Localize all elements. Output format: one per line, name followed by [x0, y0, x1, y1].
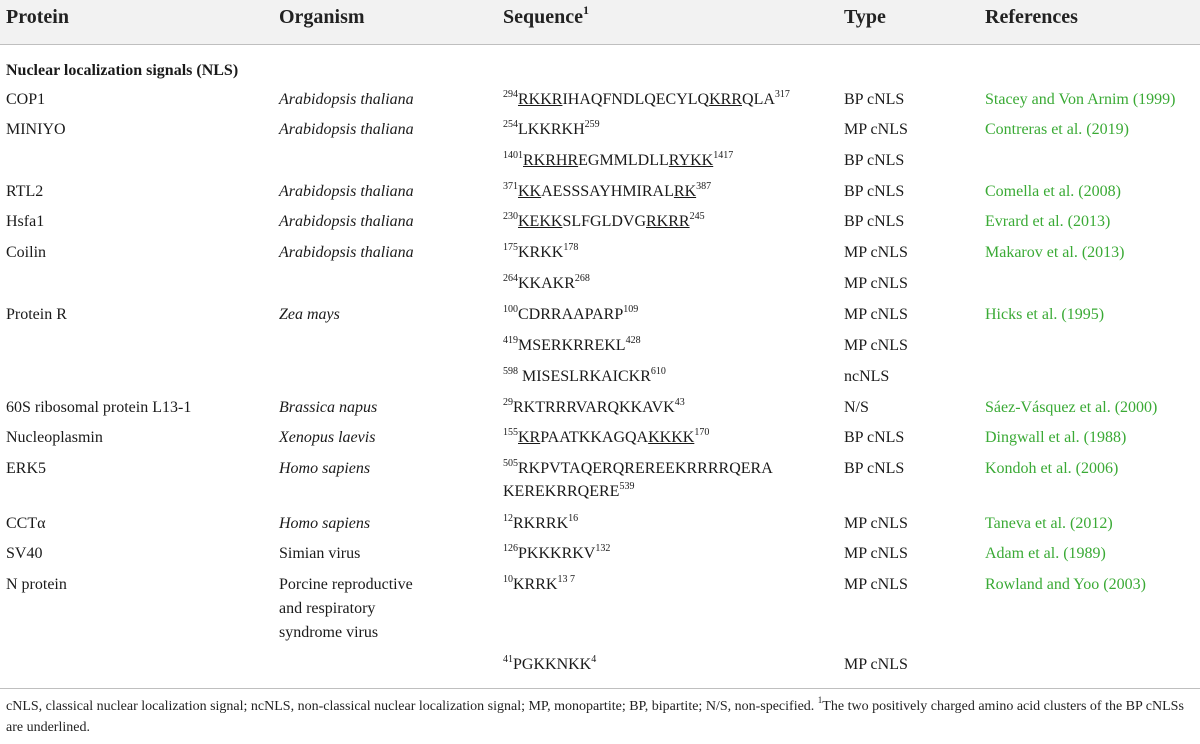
sequence-end: 13 7 — [557, 573, 575, 585]
reference-link[interactable]: Sáez-Vásquez et al. (2000) — [985, 399, 1158, 416]
protein-name: CCTα — [6, 515, 46, 532]
sequence-residues: MSERKRREKL — [518, 337, 626, 354]
sequence-end: 170 — [694, 426, 710, 438]
sequence-end: 268 — [574, 272, 590, 284]
nls-type: BP cNLS — [844, 460, 905, 477]
organism-name: Zea mays — [279, 306, 340, 323]
sequence-end: 610 — [650, 365, 666, 377]
sequence-start: 100 — [503, 303, 518, 315]
sequence-cluster: RKRR — [646, 213, 690, 230]
sequence — [503, 88, 790, 112]
sequence-residues: KKAKR — [518, 275, 575, 292]
reference-link[interactable]: Contreras et al. (2019) — [985, 121, 1129, 138]
protein-name: Nucleoplasmin — [6, 429, 103, 446]
sequence-cluster: KR — [518, 429, 541, 446]
sequence-end: 259 — [584, 118, 600, 130]
sequence — [503, 426, 709, 450]
reference-link[interactable]: Adam et al. (1989) — [985, 545, 1106, 562]
nls-type: MP cNLS — [844, 244, 908, 261]
nls-type: MP cNLS — [844, 121, 908, 138]
sequence — [503, 457, 773, 481]
nls-type: MP cNLS — [844, 337, 908, 354]
organism-name: Homo sapiens — [279, 460, 371, 477]
nls-type: ncNLS — [844, 368, 890, 385]
nls-type: BP cNLS — [844, 91, 905, 108]
protein-name: Hsfa1 — [6, 213, 45, 230]
sequence — [503, 241, 578, 265]
sequence-residues: RKPVTAQERQREREEKRRRRQERA — [518, 460, 773, 477]
sequence — [503, 210, 705, 234]
sequence-residues: MISESLRKAICKR — [518, 368, 651, 385]
sequence-start: 12 — [503, 512, 513, 524]
organism-name: Arabidopsis thaliana — [279, 213, 414, 230]
sequence — [503, 303, 638, 327]
sequence-start: 598 — [503, 365, 518, 377]
header-type: Type — [844, 6, 886, 28]
sequence-end: 4 — [591, 653, 597, 665]
nls-type: MP cNLS — [844, 515, 908, 532]
sequence — [503, 573, 575, 597]
sequence-residues: PGKKNKK — [513, 656, 592, 673]
nls-type: MP cNLS — [844, 656, 908, 673]
sequence-end: 245 — [689, 210, 705, 222]
sequence-residues: KRKK — [518, 244, 564, 261]
organism-name: Arabidopsis thaliana — [279, 121, 414, 138]
nls-type: BP cNLS — [844, 213, 905, 230]
sequence-end: 43 — [674, 396, 685, 408]
header-sequence — [503, 3, 589, 29]
organism-name: Simian virus — [279, 545, 361, 562]
sequence-start: 29 — [503, 396, 513, 408]
sequence-start: 126 — [503, 542, 518, 554]
footnote-mark: 1 — [817, 695, 823, 706]
sequence-start: 175 — [503, 241, 518, 253]
organism-name: Xenopus laevis — [279, 429, 376, 446]
sequence-start: 371 — [503, 180, 518, 192]
sequence-start: 1401 — [503, 149, 523, 161]
sequence — [503, 180, 711, 204]
protein-name: SV40 — [6, 545, 43, 562]
reference-link[interactable]: Kondoh et al. (2006) — [985, 460, 1119, 477]
nls-type: MP cNLS — [844, 576, 908, 593]
nls-type: MP cNLS — [844, 545, 908, 562]
reference-link[interactable]: Taneva et al. (2012) — [985, 515, 1113, 532]
sequence-start: 230 — [503, 210, 518, 222]
header-protein: Protein — [6, 6, 69, 28]
reference-link[interactable]: Rowland and Yoo (2003) — [985, 576, 1146, 593]
protein-name: RTL2 — [6, 183, 44, 200]
header-organism: Organism — [279, 6, 365, 28]
organism-name-continued: and respiratory — [279, 600, 376, 617]
sequence-residues: CDRRAAPARP — [518, 306, 624, 323]
sequence-continued — [503, 480, 634, 504]
sequence-start: 10 — [503, 573, 513, 585]
sequence-start: 254 — [503, 118, 518, 130]
header-sequence-footnote-mark: 1 — [583, 3, 589, 18]
reference-link[interactable]: Dingwall et al. (1988) — [985, 429, 1127, 446]
sequence-cluster: KRR — [709, 91, 743, 108]
sequence-end: 317 — [774, 88, 790, 100]
organism-name: Arabidopsis thaliana — [279, 183, 414, 200]
sequence-start: 155 — [503, 426, 518, 438]
protein-name: ERK5 — [6, 460, 46, 477]
sequence-tail: QLA — [742, 91, 775, 108]
protein-name: MINIYO — [6, 121, 66, 138]
nls-type: BP cNLS — [844, 429, 905, 446]
sequence-end: 1417 — [713, 149, 734, 161]
sequence-end: 428 — [625, 334, 641, 346]
sequence-cluster: KKKK — [648, 429, 695, 446]
sequence-linker: IHAQFNDLQECYLQ — [562, 91, 710, 108]
sequence-end: 178 — [563, 241, 579, 253]
sequence-residues: RKRRK — [513, 515, 569, 532]
sequence-start: 294 — [503, 88, 518, 100]
nls-type: BP cNLS — [844, 152, 905, 169]
nls-type: BP cNLS — [844, 183, 905, 200]
sequence-start: 505 — [503, 457, 518, 469]
sequence-residues: LKKRKH — [518, 121, 585, 138]
protein-name: COP1 — [6, 91, 46, 108]
sequence-residues: RKTRRRVARQKKAVK — [513, 399, 675, 416]
table-footnote — [6, 696, 1194, 738]
sequence-cluster: RKRHR — [523, 152, 579, 169]
organism-name-continued: syndrome virus — [279, 624, 379, 641]
sequence-cluster: RYKK — [668, 152, 714, 169]
organism-name: Arabidopsis thaliana — [279, 91, 414, 108]
organism-name: Arabidopsis thaliana — [279, 244, 414, 261]
section-title: Nuclear localization signals (NLS) — [6, 62, 239, 79]
sequence-cluster: KEKK — [518, 213, 563, 230]
protein-name: Coilin — [6, 244, 47, 261]
sequence-start: 419 — [503, 334, 518, 346]
sequence — [503, 365, 666, 389]
sequence-residues: KRRK — [513, 576, 558, 593]
sequence-end: 387 — [696, 180, 712, 192]
sequence-start: 264 — [503, 272, 518, 284]
sequence — [503, 512, 578, 536]
footnote-underline-note: The two positively charged amino acid clusters of the BP cNLSs are underlined. — [6, 699, 1184, 735]
sequence-linker: EGMMLDLL — [578, 152, 669, 169]
sequence-linker: SLFGLDVG — [562, 213, 646, 230]
protein-name: 60S ribosomal protein L13-1 — [6, 399, 192, 416]
nls-type: N/S — [844, 399, 869, 416]
protein-name: Protein R — [6, 306, 67, 323]
sequence-cluster: RKKR — [518, 91, 563, 108]
reference-link[interactable]: Makarov et al. (2013) — [985, 244, 1125, 261]
protein-name: N protein — [6, 576, 67, 593]
footnote-abbreviations: cNLS, classical nuclear localization signal; ncNLS, non-classical nuclear localization signal; MP, monopartite; BP, bipartite; N/S, non-specified. — [6, 699, 818, 714]
nls-type: MP cNLS — [844, 275, 908, 292]
sequence-end: 16 — [568, 512, 579, 524]
sequence-linker: PAATKKAGQA — [540, 429, 649, 446]
sequence-end: 109 — [623, 303, 639, 315]
sequence — [503, 653, 596, 677]
organism-name: Homo sapiens — [279, 515, 371, 532]
sequence — [503, 272, 590, 296]
sequence-residues: PKKKRKV — [518, 545, 596, 562]
header-references: References — [985, 6, 1078, 28]
sequence — [503, 149, 733, 173]
header-divider — [0, 44, 1200, 45]
footer-divider — [0, 688, 1200, 689]
reference-link[interactable]: Stacey and Von Arnim (1999) — [985, 91, 1176, 108]
sequence-start: 41 — [503, 653, 513, 665]
sequence — [503, 542, 610, 566]
reference-link[interactable]: Evrard et al. (2013) — [985, 213, 1111, 230]
sequence — [503, 118, 600, 142]
header-sequence-label: Sequence — [503, 6, 583, 28]
sequence — [503, 334, 641, 358]
reference-link[interactable]: Comella et al. (2008) — [985, 183, 1121, 200]
sequence-end: 539 — [619, 480, 635, 492]
sequence-linker: AESSSAYHMIRAL — [541, 183, 674, 200]
organism-name: Brassica napus — [279, 399, 378, 416]
sequence — [503, 396, 685, 420]
sequence-residues: KEREKRRQERE — [503, 483, 620, 500]
sequence-end: 132 — [595, 542, 611, 554]
nls-type: MP cNLS — [844, 306, 908, 323]
organism-name: Porcine reproductive — [279, 576, 413, 593]
sequence-cluster: RK — [673, 183, 697, 200]
reference-link[interactable]: Hicks et al. (1995) — [985, 306, 1105, 323]
sequence-cluster: KK — [518, 183, 542, 200]
